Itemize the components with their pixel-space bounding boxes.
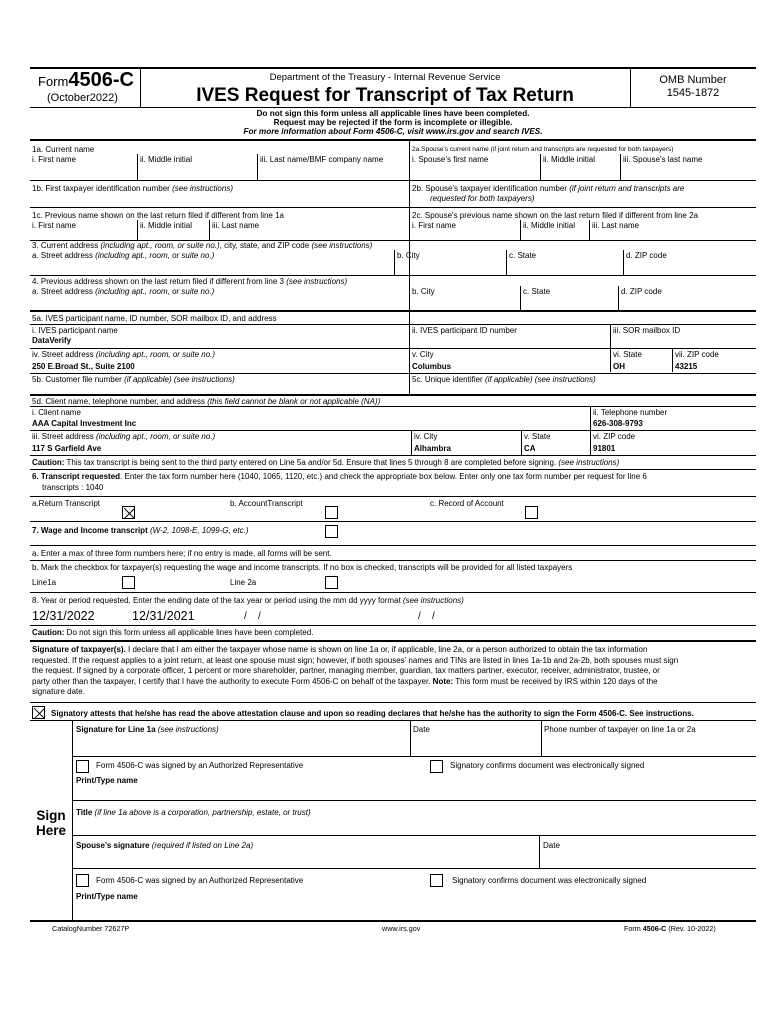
- client-street-value[interactable]: 117 S Garfield Ave: [32, 444, 102, 453]
- signature-line1a-input[interactable]: [76, 737, 408, 754]
- line2a-last-name-input[interactable]: [624, 166, 754, 179]
- line1a-middle-initial-label: ii. Middle initial: [140, 155, 193, 164]
- client-zip-label: vi. ZIP code: [593, 432, 636, 441]
- line2a-label: 2a.Spouse's current name (if joint return and transcripts are requested for both taxpayers): [412, 146, 674, 153]
- line6-transcripts: transcripts : 1040: [42, 483, 104, 492]
- line5d-label: 5d. Client name, telephone number, and address (this field cannot be blank or not applicable (NA)): [32, 397, 381, 406]
- row-rule: [30, 496, 756, 497]
- line5b-customer-file-input[interactable]: [33, 385, 405, 393]
- divider: [623, 250, 624, 275]
- client-phone-value[interactable]: 626-308-9793: [593, 419, 643, 428]
- line1a-last-name-input[interactable]: [261, 166, 406, 179]
- period-3-slash: /: [244, 611, 247, 622]
- line2a-last-name-label: iii. Spouse’s last name: [623, 155, 703, 164]
- client-name-value[interactable]: AAA Capital Investment Inc: [32, 419, 137, 428]
- wage-income-checkbox[interactable]: [325, 525, 338, 538]
- notice-line-1: Do not sign this form unless all applicable lines have been completed.: [256, 109, 530, 118]
- section-rule: [30, 394, 756, 396]
- divider: [610, 348, 611, 372]
- section-rule: [30, 310, 756, 312]
- line3-street-input[interactable]: [33, 262, 391, 274]
- line5c-unique-id-input[interactable]: [413, 385, 754, 393]
- line2c-first-name-label: i. First name: [412, 221, 457, 230]
- row-rule: [30, 207, 756, 208]
- divider: [257, 154, 258, 180]
- line4-city-input[interactable]: [413, 298, 517, 309]
- period-2[interactable]: 12/31/2021: [132, 609, 195, 623]
- row-rule: [30, 469, 756, 470]
- participant-zip-value[interactable]: 43215: [675, 362, 698, 371]
- row-rule: [72, 756, 756, 757]
- client-state-value[interactable]: CA: [524, 444, 536, 453]
- spouse-date-input[interactable]: [543, 852, 754, 866]
- line5a-label: 5a. IVES participant name, ID number, SOR mailbox ID, and address: [32, 314, 277, 323]
- line1a-wage-checkbox[interactable]: [122, 576, 135, 589]
- electronic-sign-checkbox-2[interactable]: [430, 874, 443, 887]
- divider: [409, 348, 410, 372]
- divider: [411, 430, 412, 455]
- line2a-wage-checkbox[interactable]: [325, 576, 338, 589]
- line3-city-label: b. City: [397, 251, 420, 260]
- line7-text: 7. Wage and Income transcript (W-2, 1098-E, 1099-G, etc.): [32, 526, 249, 535]
- period-3-slash: /: [258, 611, 261, 622]
- notice-line-3: For more information about Form 4506-C, visit www.irs.gov and search IVES.: [243, 127, 543, 136]
- line2c-name-input[interactable]: [413, 231, 754, 239]
- participant-street-value[interactable]: 250 E.Broad St., Suite 2100: [32, 362, 135, 371]
- authorized-rep-checkbox-2[interactable]: [76, 874, 89, 887]
- authorized-rep-label-2: Form 4506-C was signed by an Authorized Representative: [96, 876, 304, 885]
- website: www.irs.gov: [382, 924, 421, 933]
- header-bottom-rule: [30, 107, 756, 108]
- line2c-label: 2c. Spouse's previous name shown on the last return filed if different from line 2a: [412, 211, 698, 220]
- print-name-input[interactable]: [76, 787, 754, 799]
- row-rule: [30, 373, 756, 374]
- participant-id-label: ii. IVES participant ID number: [412, 326, 517, 335]
- print-name-input-2[interactable]: [76, 903, 754, 918]
- line2a-checkbox-label: Line 2a: [230, 578, 257, 587]
- sign-label: Sign: [36, 808, 66, 823]
- line3-street-label: a. Street address (including apt., room, or suite no.): [32, 251, 215, 260]
- row-rule: [30, 720, 756, 721]
- divider: [610, 324, 611, 348]
- attest-checkbox[interactable]: [32, 706, 45, 719]
- period-4-slash: /: [418, 611, 421, 622]
- period-4-slash: /: [432, 611, 435, 622]
- line8-text: 8. Year or period requested. Enter the ending date of the tax year or period using the mm dd yyyy format (see instructions): [32, 596, 464, 605]
- line1c-last-name-label: iii. Last name: [212, 221, 260, 230]
- catalog-number: CatalogNumber 72627P: [52, 924, 130, 933]
- account-transcript-checkbox[interactable]: [325, 506, 338, 519]
- line2b-label: 2b. Spouse's taxpayer identification number (if joint return and transcripts are: [412, 184, 685, 193]
- caution-third-party: Caution: This tax transcript is being sent to the third party entered on Line 5a and/or 5d. Ensure that lines 5 through 8 are completed before signing. (see instructions): [32, 458, 620, 467]
- period-4-input[interactable]: [404, 608, 484, 624]
- form-revision: Form 4506-C (Rev. 10-2022): [624, 924, 716, 933]
- account-transcript-label: b. AccountTranscript: [230, 499, 303, 508]
- participant-state-label: vi. State: [613, 350, 642, 359]
- line2c-last-name-label: iii. Last name: [592, 221, 640, 230]
- authorized-rep-checkbox[interactable]: [76, 760, 89, 773]
- form-label: Form4506-C: [38, 69, 134, 91]
- line4-label: 4. Previous address shown on the last return filed if different from line 3 (see instructions): [32, 277, 348, 286]
- client-phone-label: ii. Telephone number: [593, 408, 668, 417]
- spouse-signature-label: Spouse’s signature (required if listed on Line 2a): [76, 841, 254, 850]
- divider: [394, 250, 395, 275]
- client-state-label: v. State: [524, 432, 551, 441]
- line7b-text: b. Mark the checkbox for taxpayer(s) requesting the wage and income transcripts. If no box is checked, transcripts will be provided for all listed taxpayers: [32, 563, 573, 572]
- authorized-rep-label: Form 4506-C was signed by an Authorized Representative: [96, 761, 304, 770]
- client-zip-value[interactable]: 91801: [593, 444, 616, 453]
- date-label: Date: [413, 725, 430, 734]
- row-rule: [30, 521, 756, 522]
- page-title: IVES Request for Transcript of Tax Return: [196, 85, 574, 106]
- client-street-label: iii. Street address (including apt., room, or suite no.): [32, 432, 216, 441]
- section-rule: [30, 640, 756, 642]
- divider: [409, 286, 410, 310]
- bottom-rule: [30, 920, 756, 922]
- line4-state-label: c. State: [523, 287, 551, 296]
- row-rule: [72, 868, 756, 869]
- phone-input[interactable]: [544, 737, 754, 754]
- line2a-first-name-label: i. Spouse’s first name: [412, 155, 489, 164]
- return-transcript-label: a.Return Transcript: [32, 499, 101, 508]
- line4-city-label: b. City: [412, 287, 435, 296]
- divider: [410, 720, 411, 756]
- line4-street-label: a. Street address (including apt., room, or suite no.): [32, 287, 215, 296]
- sor-mailbox-label: iii. SOR mailbox ID: [613, 326, 681, 335]
- divider: [409, 373, 410, 394]
- line7a-text: a. Enter a max of three form numbers here; if no entry is made, all forms will be sent.: [32, 549, 332, 558]
- row-rule: [30, 324, 756, 325]
- line5b-label: 5b. Customer file number (if applicable) (see instructions): [32, 375, 235, 384]
- divider: [620, 154, 621, 180]
- omb-number: 1545-1872: [666, 87, 720, 99]
- divider: [541, 720, 542, 756]
- spouse-signature-input[interactable]: [76, 852, 536, 866]
- client-name-label: i. Client name: [32, 408, 81, 417]
- print-name-label: Print/Type name: [76, 776, 138, 785]
- row-rule: [30, 275, 756, 276]
- line1a-label: 1a. Current name: [32, 145, 95, 154]
- divider: [137, 154, 138, 180]
- record-of-account-label: c. Record of Account: [430, 499, 504, 508]
- participant-zip-label: vii. ZIP code: [675, 350, 719, 359]
- participant-city-label: v. City: [412, 350, 434, 359]
- department: Department of the Treasury - Internal Revenue Service: [269, 72, 501, 83]
- line1b-tin-input[interactable]: [33, 194, 405, 207]
- spouse-date-label: Date: [543, 841, 560, 850]
- row-rule: [72, 835, 756, 836]
- title-input[interactable]: [76, 819, 754, 833]
- line2b-hint: requested for both taxpayers): [430, 194, 535, 203]
- print-name-label-2: Print/Type name: [76, 892, 138, 901]
- return-transcript-checkbox[interactable]: [122, 506, 135, 519]
- line4-zip-label: d. ZIP code: [621, 287, 662, 296]
- line1c-name-input[interactable]: [33, 231, 405, 239]
- period-1[interactable]: 12/31/2022: [32, 609, 95, 623]
- date-input[interactable]: [413, 737, 538, 754]
- header-top-rule: [30, 67, 756, 69]
- attest-text: Signatory attests that he/she has read the above attestation clause and upon so reading declares that he/she has the authority to sign the Form 4506-C. See instructions.: [51, 709, 694, 718]
- line3-city-input[interactable]: [398, 262, 503, 274]
- row-rule: [30, 406, 756, 407]
- divider: [539, 835, 540, 868]
- line3-zip-input[interactable]: [627, 262, 754, 274]
- line1b-label: 1b. First taxpayer identification number (see instructions): [32, 184, 233, 193]
- line3-state-input[interactable]: [510, 262, 620, 274]
- divider: [520, 286, 521, 310]
- line1c-first-name-label: i. First name: [32, 221, 77, 230]
- line3-label: 3. Current address (including apt., room, or suite no.), city, state, and ZIP code (see instructions): [32, 241, 373, 250]
- caution-sign: Caution: Do not sign this form unless all applicable lines have been completed.: [32, 628, 314, 637]
- line1a-first-name-input[interactable]: [33, 166, 133, 179]
- line1c-label: 1c. Previous name shown on the last return filed if different from line 1a: [32, 211, 284, 220]
- row-rule: [30, 560, 756, 561]
- electronic-sign-label-2: Signatory confirms document was electronically signed: [452, 876, 647, 885]
- sign-here-divider: [72, 720, 73, 922]
- form-date: (October2022): [47, 92, 118, 104]
- line5c-label: 5c. Unique identifier (if applicable) (see instructions): [412, 375, 596, 384]
- record-of-account-checkbox[interactable]: [525, 506, 538, 519]
- notice-rule: [30, 139, 756, 141]
- participant-state-value[interactable]: OH: [613, 362, 625, 371]
- signature-declaration: Signature of taxpayer(s). I declare that I am either the taxpayer whose name is shown on line 1a or, if applicable, line 2a, or a person authorized to obtain the tax information requested. If the request applies to a joint return, at least one spouse must sign; however, if both spouses' names and TINs are listed in lines 1a-1b and 2a-2b, both spouses must sign the request. If signed by a corporate officer, 1 percent or more shareholder, partner, managing member, guardian, tax matters partner, executor, receiver, administrator, trustee, or party other than the taxpayer, I certify that I have the authority to execute Form 4506-C on behalf of the taxpayer. Note: This form must be received by IRS within 120 days of the signature date.: [32, 645, 679, 697]
- client-city-value[interactable]: Alhambra: [414, 444, 451, 453]
- participant-name-value[interactable]: DataVerify: [32, 336, 72, 345]
- divider: [618, 286, 619, 310]
- participant-name-label: i. IVES participant name: [32, 326, 118, 335]
- row-rule: [30, 348, 756, 349]
- line1c-middle-initial-label: ii. Middle initial: [140, 221, 193, 230]
- row-rule: [30, 592, 756, 593]
- row-rule: [30, 455, 756, 456]
- row-rule: [30, 545, 756, 546]
- line4-zip-input[interactable]: [622, 298, 754, 309]
- line1a-first-name-label: i. First name: [32, 155, 77, 164]
- participant-city-value[interactable]: Columbus: [412, 362, 452, 371]
- line6-text: 6. Transcript requested. Enter the tax form number here (1040, 1065, 1120, etc.) and check the appropriate box below. Enter only one tax form number per request for line 6: [32, 472, 647, 481]
- row-rule: [30, 180, 756, 181]
- electronic-sign-checkbox[interactable]: [430, 760, 443, 773]
- line1a-middle-initial-input[interactable]: [141, 166, 253, 179]
- line1a-checkbox-label: Line1a: [32, 578, 57, 587]
- divider: [409, 324, 410, 348]
- divider: [672, 348, 673, 372]
- divider: [506, 250, 507, 275]
- title-label: Title (if line 1a above is a corporation, partnership, estate, or trust): [76, 808, 311, 817]
- line2a-middle-initial-input[interactable]: [544, 166, 617, 179]
- line4-state-input[interactable]: [524, 298, 615, 309]
- omb-label: OMB Number: [659, 74, 727, 86]
- sor-mailbox-input[interactable]: [614, 336, 754, 347]
- divider: [540, 154, 541, 180]
- client-city-label: iv. City: [414, 432, 438, 441]
- line1a-last-name-label: iii. Last name/BMF company name: [260, 155, 384, 164]
- line4-street-input[interactable]: [33, 298, 405, 309]
- line3-zip-label: d. ZIP code: [626, 251, 667, 260]
- line2a-first-name-input[interactable]: [413, 166, 537, 179]
- participant-street-label: iv. Street address (including apt., room, or suite no.): [32, 350, 216, 359]
- phone-label: Phone number of taxpayer on line 1a or 2a: [544, 725, 696, 734]
- row-rule: [30, 702, 756, 703]
- here-label: Here: [35, 823, 67, 838]
- line2c-middle-initial-label: ii. Middle initial: [523, 221, 576, 230]
- period-3-input[interactable]: [230, 608, 310, 624]
- participant-id-input[interactable]: [413, 336, 607, 347]
- row-rule: [30, 430, 756, 431]
- row-rule: [30, 625, 756, 626]
- electronic-sign-label: Signatory confirms document was electronically signed: [450, 761, 645, 770]
- signature-line1a-label: Signature for Line 1a (see instructions): [76, 725, 219, 734]
- notice-line-2: Request may be rejected if the form is incomplete or illegible.: [273, 118, 513, 127]
- line2a-middle-initial-label: ii. Middle initial: [543, 155, 596, 164]
- row-rule: [72, 800, 756, 801]
- divider: [521, 430, 522, 455]
- line3-state-label: c. State: [509, 251, 537, 260]
- line6-form-number[interactable]: 1040: [85, 483, 104, 492]
